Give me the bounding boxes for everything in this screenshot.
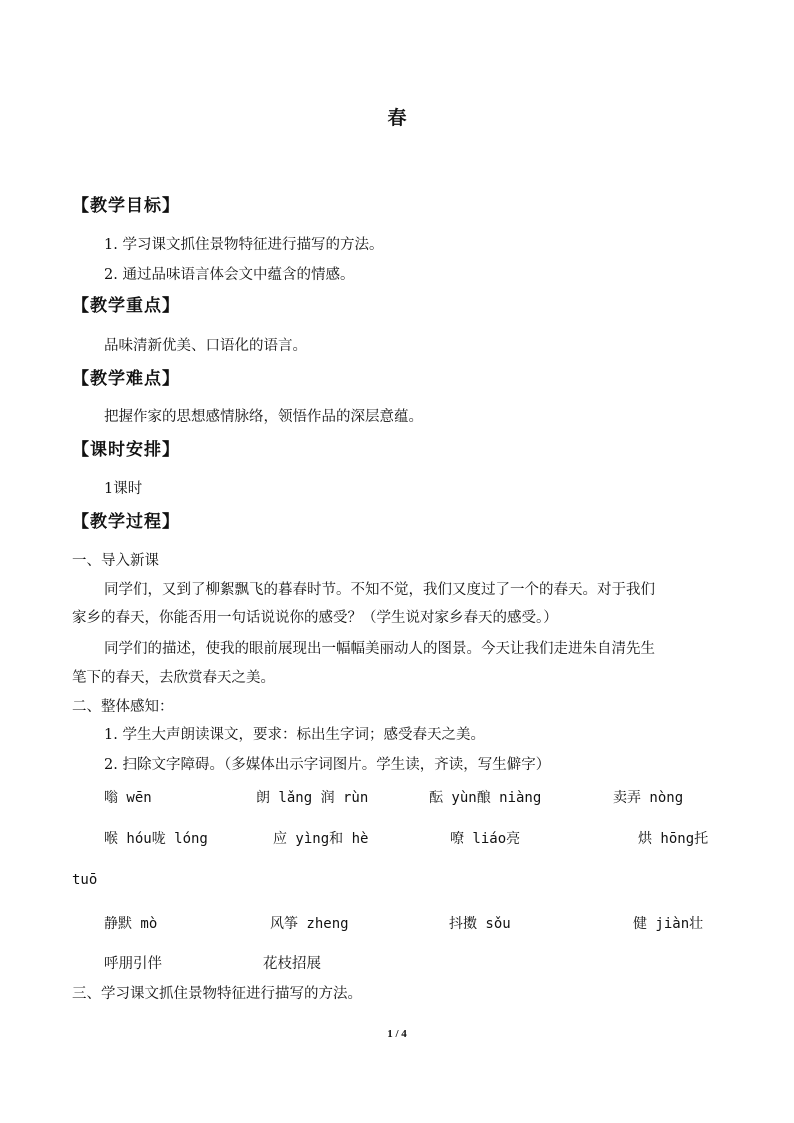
vocab-item: 风筝 zheng [270,916,349,932]
schedule-text: 1课时 [104,481,143,497]
vocab-item: 烘 hōng托 [638,831,709,847]
vocab-item: 呼朋引伴 [104,956,162,972]
vocab-item: 花枝招展 [263,956,321,972]
vocab-item: 朗 lǎng 润 rùn [256,790,369,806]
vocab-item: 健 jiàn壮 [633,916,704,932]
page-number: 1 / 4 [387,1028,407,1040]
difficulty-text: 把握作家的思想感情脉络，领悟作品的深层意蕴。 [104,409,423,425]
heading-teaching-difficulty: 【教学难点】 [72,369,180,389]
heading-class-schedule: 【课时安排】 [72,440,180,460]
part2-title: 二、整体感知： [72,699,174,715]
step-2: 2. 扫除文字障碍。（多媒体出示字词图片。学生读，齐读，写生僻字） [104,757,551,773]
vocab-item: 应 yìng和 hè [273,831,369,847]
paragraph-1-line-1: 同学们，又到了柳絮飘飞的暮春时节。不知不觉，我们又度过了一个的春天。对于我们 [104,582,655,598]
step-1: 1. 学生大声朗读课文，要求：标出生字词；感受春天之美。 [104,727,485,743]
heading-teaching-focus: 【教学重点】 [72,296,180,316]
vocab-item-wrap: tuō [72,872,98,888]
vocab-item: 抖擞 sǒu [449,916,511,932]
part1-title: 一、导入新课 [72,553,159,569]
paragraph-2-line-1: 同学们的描述，使我的眼前展现出一幅幅美丽动人的图景。今天让我们走进朱自清先生 [104,641,655,657]
paragraph-2-line-2: 笔下的春天，去欣赏春天之美。 [72,670,275,686]
page-title: 春 [387,107,407,129]
focus-text: 品味清新优美、口语化的语言。 [104,338,307,354]
goal-item-2: 2. 通过品味语言体会文中蕴含的情感。 [104,267,355,283]
vocab-item: 嘹 liáo亮 [450,831,521,847]
vocab-item: 卖弄 nòng [613,790,684,806]
part3-title: 三、学习课文抓住景物特征进行描写的方法。 [72,986,362,1002]
vocab-item: 酝 yùn酿 niàng [429,790,542,806]
paragraph-1-line-2: 家乡的春天，你能否用一句话说说你的感受？（学生说对家乡春天的感受。） [72,610,558,626]
vocab-item: 喉 hóu咙 lóng [104,831,208,847]
vocab-item: 嗡 wēn [104,790,152,806]
heading-teaching-process: 【教学过程】 [72,512,180,532]
goal-item-1: 1. 学习课文抓住景物特征进行描写的方法。 [104,237,384,253]
heading-teaching-goals: 【教学目标】 [72,196,180,216]
vocab-item: 静默 mò [104,916,158,932]
